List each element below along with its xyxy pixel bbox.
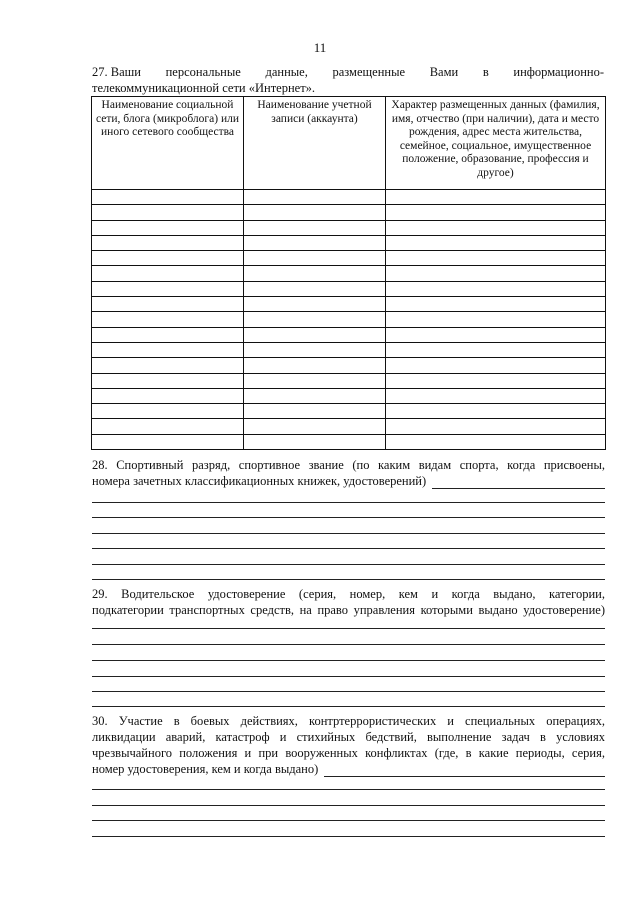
header-account-name: Наименование учетной записи (аккаунта) [244,97,386,190]
question-30-line-4 [92,761,605,777]
network-name-cell[interactable] [92,419,244,434]
network-name-cell[interactable] [92,434,244,449]
question-29-line-2: подкатегории транспортных средств, на право управления которыми выдано удостоверение) [92,603,605,617]
data-type-cell[interactable] [386,297,606,312]
table-row [92,419,606,434]
table-row [92,388,606,403]
question-29 [92,586,605,618]
account-name-cell[interactable] [244,312,386,327]
table-row [92,373,606,388]
network-name-cell[interactable] [92,205,244,220]
account-name-cell[interactable] [244,266,386,281]
social-media-table [91,96,606,450]
question-30-line-1: 30. Участие в боевых действиях, контртеррористических и специальных операциях, [92,714,605,728]
table-row [92,235,606,250]
table-row [92,327,606,342]
answer-line[interactable] [92,660,605,661]
account-name-cell[interactable] [244,235,386,250]
data-type-cell[interactable] [386,419,606,434]
network-name-cell[interactable] [92,342,244,357]
page-number: 11 [313,40,327,55]
answer-line[interactable] [92,533,605,534]
data-type-cell[interactable] [386,404,606,419]
question-27-line-1 [92,64,604,80]
account-name-cell[interactable] [244,358,386,373]
data-type-cell[interactable] [386,220,606,235]
header-network-name: Наименование социальной сети, блога (микроблога) или иного сетевого сообщества [92,97,244,190]
table-row [92,205,606,220]
data-type-cell[interactable] [386,388,606,403]
network-name-cell[interactable] [92,404,244,419]
network-name-cell[interactable] [92,220,244,235]
account-name-cell[interactable] [244,434,386,449]
answer-line[interactable] [92,548,605,549]
network-name-cell[interactable] [92,312,244,327]
account-name-cell[interactable] [244,419,386,434]
table-row [92,251,606,266]
network-name-cell[interactable] [92,388,244,403]
answer-line[interactable] [324,765,605,777]
answer-line[interactable] [92,805,605,806]
question-29-line-1: 29. Водительское удостоверение (серия, номер, кем и когда выдано, категории, [92,587,605,601]
network-name-cell[interactable] [92,235,244,250]
table-row [92,190,606,205]
account-name-cell[interactable] [244,205,386,220]
data-type-cell[interactable] [386,251,606,266]
q27-word: 27. Ваши [92,65,141,79]
table-row [92,297,606,312]
table-row [92,312,606,327]
answer-line[interactable] [92,691,605,692]
table-header-row [92,97,606,190]
answer-line[interactable] [92,644,605,645]
q27-word: информационно- [513,65,604,79]
answer-line[interactable] [92,820,605,821]
account-name-cell[interactable] [244,190,386,205]
data-type-cell[interactable] [386,358,606,373]
header-data-type: Характер размещенных данных (фамилия, имя, отчество (при наличии), дата и место рождения, адрес места жительства, семейное, социальное, имущественное положение, образование, профессия и другое) [386,97,606,190]
data-type-cell[interactable] [386,342,606,357]
table-row [92,358,606,373]
data-type-cell[interactable] [386,327,606,342]
account-name-cell[interactable] [244,297,386,312]
network-name-cell[interactable] [92,266,244,281]
account-name-cell[interactable] [244,404,386,419]
question-28-line-2-text: номера зачетных классификационных книжек, удостоверений) [92,474,427,488]
data-type-cell[interactable] [386,373,606,388]
answer-line[interactable] [92,789,605,790]
data-type-cell[interactable] [386,281,606,296]
data-type-cell[interactable] [386,205,606,220]
answer-line[interactable] [92,564,605,565]
answer-line[interactable] [92,628,605,629]
q27-word: в [482,65,489,79]
q27-word: персональные [165,65,241,79]
network-name-cell[interactable] [92,297,244,312]
table-row [92,220,606,235]
network-name-cell[interactable] [92,190,244,205]
account-name-cell[interactable] [244,327,386,342]
table-row [92,342,606,357]
network-name-cell[interactable] [92,281,244,296]
data-type-cell[interactable] [386,434,606,449]
answer-line[interactable] [92,579,605,580]
table-row [92,434,606,449]
question-30-line-3: чрезвычайного положения и при вооруженных конфликтах (где, в какие периоды, серия, [92,746,605,760]
answer-line[interactable] [432,477,605,489]
network-name-cell[interactable] [92,373,244,388]
answer-line[interactable] [92,502,605,503]
q27-word: размещенные [332,65,406,79]
question-30-line-2: ликвидации аварий, катастроф и стихийных бедствий, выполнение задач в условиях [92,730,605,744]
data-type-cell[interactable] [386,266,606,281]
data-type-cell[interactable] [386,190,606,205]
question-28 [92,457,605,489]
account-name-cell[interactable] [244,342,386,357]
account-name-cell[interactable] [244,220,386,235]
question-30-line-4-text: номер удостоверения, кем и когда выдано) [92,762,319,776]
answer-line[interactable] [92,836,605,837]
account-name-cell[interactable] [244,251,386,266]
question-28-line-1: 28. Спортивный разряд, спортивное звание (по каким видам спорта, когда присвоены, [92,458,605,472]
table-row [92,404,606,419]
question-27-line-2: телекоммуникационной сети «Интернет». [92,81,316,95]
network-name-cell[interactable] [92,358,244,373]
account-name-cell[interactable] [244,373,386,388]
question-27 [92,64,604,96]
answer-line[interactable] [92,676,605,677]
network-name-cell[interactable] [92,327,244,342]
data-type-cell[interactable] [386,312,606,327]
network-name-cell[interactable] [92,251,244,266]
table-row [92,266,606,281]
data-type-cell[interactable] [386,235,606,250]
account-name-cell[interactable] [244,388,386,403]
q27-word: Вами [429,65,459,79]
answer-line[interactable] [92,517,605,518]
account-name-cell[interactable] [244,281,386,296]
question-28-line-2 [92,473,605,489]
q27-word: данные, [265,65,308,79]
question-30 [92,713,605,777]
answer-line[interactable] [92,706,605,707]
table-row [92,281,606,296]
